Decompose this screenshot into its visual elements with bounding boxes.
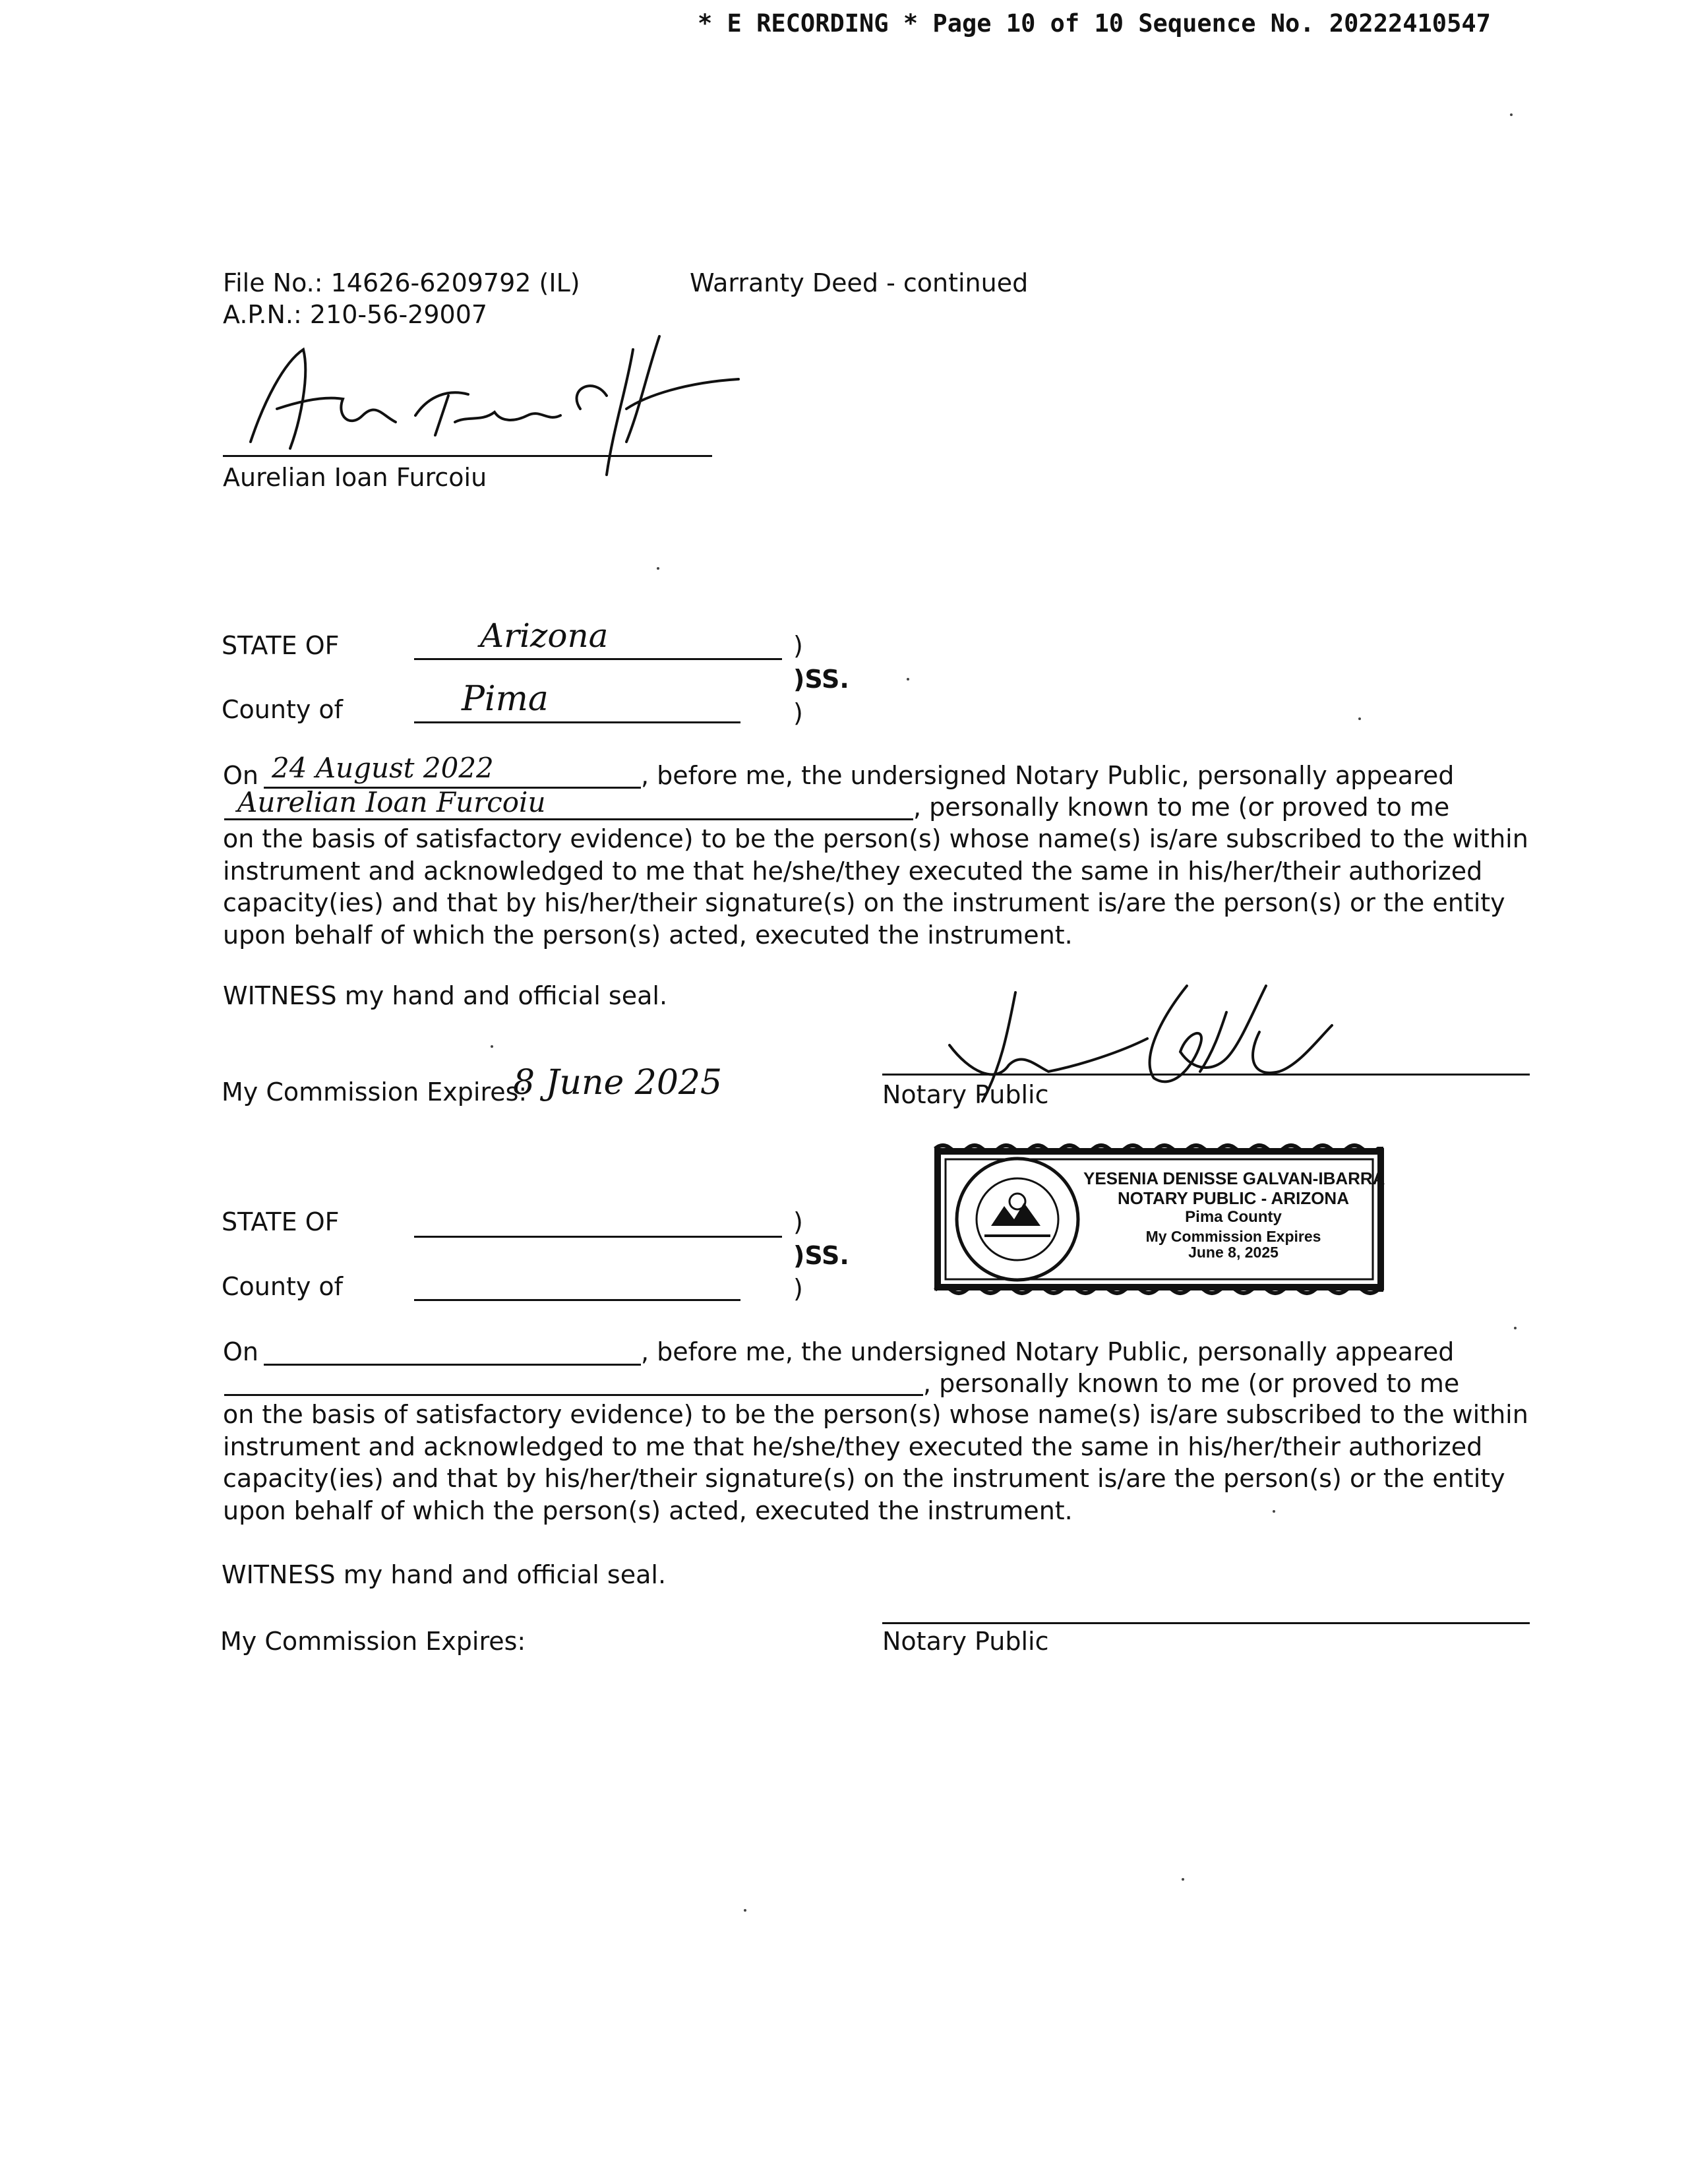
commission-label-1: My Commission Expires: [222,1077,528,1107]
known-text-2: , personally known to me (or proved to me [923,1369,1460,1398]
document-title: Warranty Deed - continued [690,268,1029,297]
appeared-text-2: , before me, the undersigned Notary Public, personally appeared [641,1337,1455,1366]
county-line-2 [414,1299,740,1301]
county-value-1: Pima [462,679,549,719]
ack-line: instrument and acknowledged to me that he/she/they executed the same in his/her/their authorized [223,856,1483,886]
grantor-signature-line [223,455,712,457]
on-label-1: On [223,761,258,790]
person-line-2 [224,1394,923,1396]
seal-notary-name: YESENIA DENISSE GALVAN-IBARRA [1083,1168,1385,1188]
seal-commission-label: My Commission Expires [1145,1228,1321,1245]
state-label-1: STATE OF [222,631,340,660]
county-label-2: County of [222,1272,344,1301]
commission-value-1: 8 June 2025 [513,1063,723,1103]
scan-speck [657,567,659,570]
ss-label-1: )SS. [793,665,849,694]
seal-commission-date: June 8, 2025 [1188,1244,1279,1261]
scan-speck [491,1045,493,1048]
ss-label-2: )SS. [793,1241,849,1270]
scan-speck [1273,1510,1275,1513]
state-label-2: STATE OF [222,1207,340,1236]
grantor-name: Aurelian Ioan Furcoiu [223,463,487,492]
witness-1: WITNESS my hand and official seal. [223,981,668,1010]
on-label-2: On [223,1337,258,1366]
state-paren-1: ) [793,631,803,660]
seal-county: Pima County [1185,1208,1282,1226]
county-line-1 [414,721,740,723]
scan-speck [1510,113,1513,116]
ack-line: upon behalf of which the person(s) acted, executed the instrument. [223,920,1073,950]
county-label-1: County of [222,695,344,724]
ack-line: on the basis of satisfactory evidence) to be the person(s) whose name(s) is/are subscribed to the within [223,824,1528,853]
ack-date-1: 24 August 2022 [272,752,494,784]
notary-signature-line-2 [882,1622,1530,1624]
acknowledgment-body-2 [223,1399,1528,1527]
scan-speck [907,678,909,681]
appeared-text-1: , before me, the undersigned Notary Public, personally appeared [641,761,1455,790]
state-line-1 [414,658,782,660]
notary-public-label-2: Notary Public [882,1627,1049,1656]
apn-number: A.P.N.: 210-56-29007 [223,300,488,329]
person-line-1 [224,818,913,820]
scan-speck [1514,1327,1517,1329]
scan-speck [744,1909,746,1912]
notary-signature-line-1 [882,1074,1530,1076]
ack-line: on the basis of satisfactory evidence) to be the person(s) whose name(s) is/are subscribed to the within [223,1400,1528,1429]
ack-line: capacity(ies) and that by his/her/their signature(s) on the instrument is/are the person(s) or the entity [223,1464,1505,1493]
notary-public-label-1: Notary Public [882,1080,1049,1109]
ack-line: capacity(ies) and that by his/her/their signature(s) on the instrument is/are the person(s) or the entity [223,888,1505,917]
known-text-1: , personally known to me (or proved to me [913,793,1450,822]
state-paren-2: ) [793,1207,803,1236]
file-number: File No.: 14626-6209792 (IL) [223,268,580,297]
scan-speck [1358,717,1361,720]
scan-speck [1182,1878,1184,1881]
county-paren-2: ) [793,1274,803,1303]
state-line-2 [414,1236,782,1238]
state-value-1: Arizona [480,617,609,655]
appeared-person-1: Aurelian Ioan Furcoiu [237,786,546,818]
notary-seal-stamp [928,1137,1390,1302]
witness-2: WITNESS my hand and official seal. [222,1560,667,1589]
county-paren-1: ) [793,698,803,727]
ack-line: instrument and acknowledged to me that he/she/they executed the same in his/her/their authorized [223,1432,1483,1461]
recording-header: * E RECORDING * Page 10 of 10 Sequence No. 20222410547 [698,9,1491,38]
commission-label-2: My Commission Expires: [220,1627,526,1656]
ack-line: upon behalf of which the person(s) acted, executed the instrument. [223,1496,1073,1525]
grantor-signature [237,323,778,481]
acknowledgment-body-1 [223,823,1528,951]
date-line-2 [264,1364,641,1366]
seal-notary-state: NOTARY PUBLIC - ARIZONA [1118,1188,1349,1208]
